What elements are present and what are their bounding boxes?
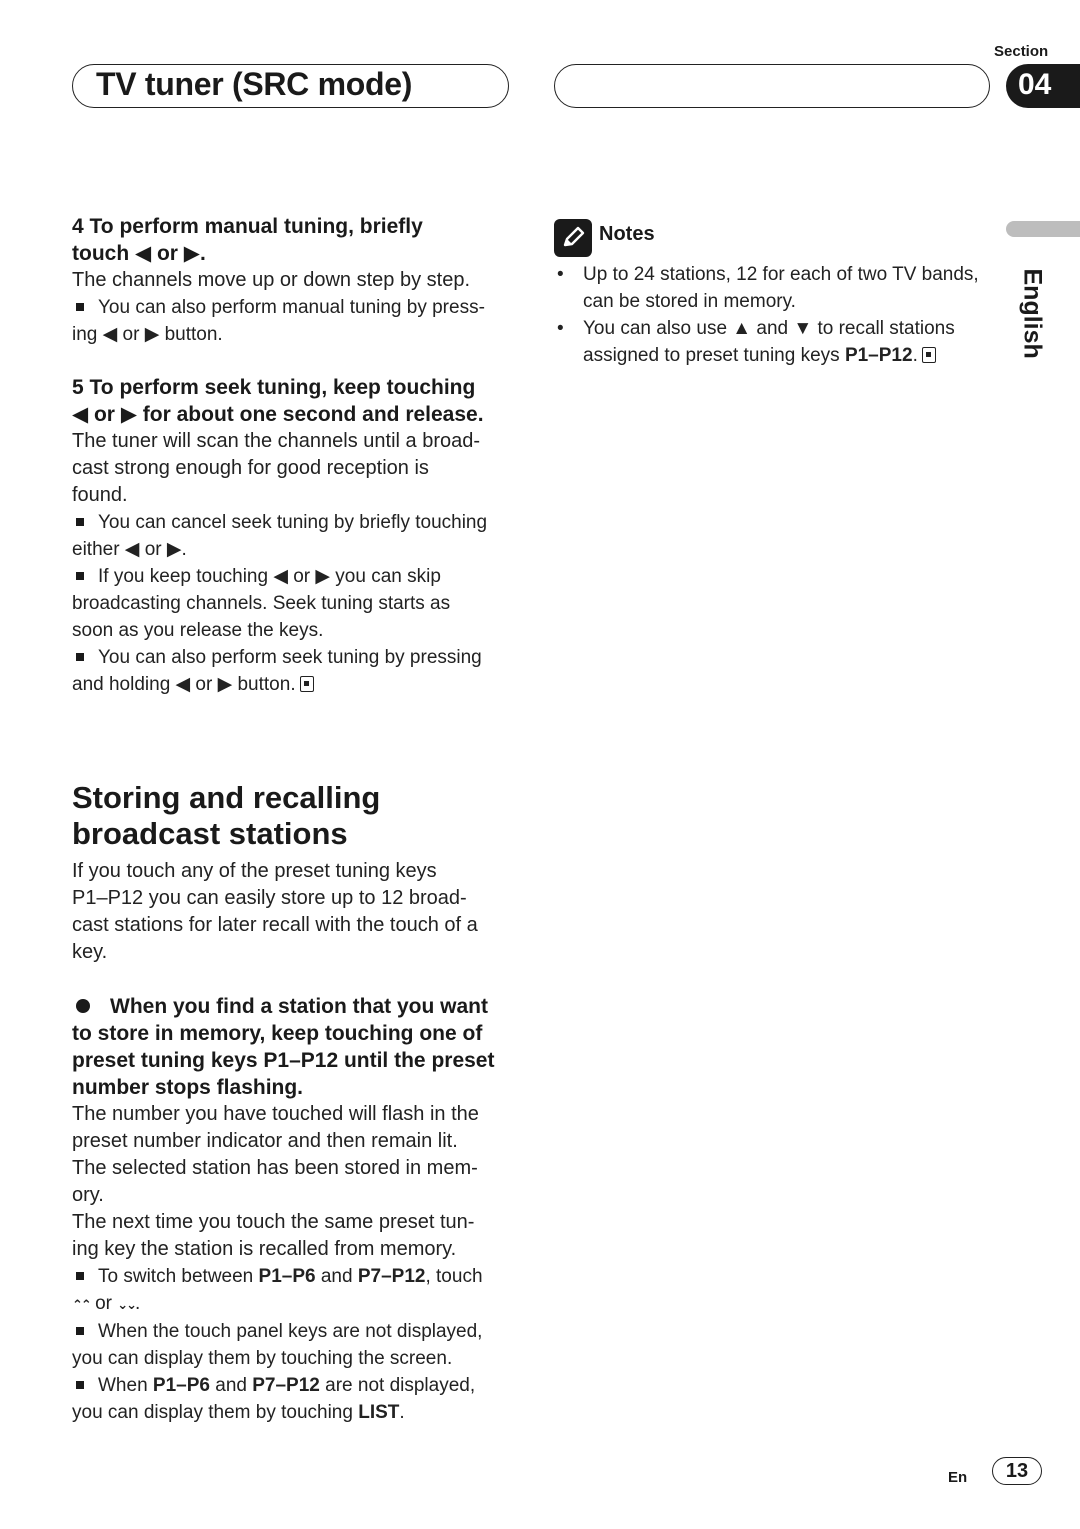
store-bullet1-pre: To switch between bbox=[98, 1266, 259, 1287]
store-step-line2: to store in memory, keep touching one of bbox=[72, 1022, 483, 1045]
bullet-square-icon bbox=[76, 518, 84, 526]
step-5-bullet3-line1: You can also perform seek tuning by pressing bbox=[98, 647, 482, 668]
step-5-body-line3: found. bbox=[72, 484, 128, 506]
store-bullet3-line2-pre: you can display them by touching bbox=[72, 1402, 359, 1423]
notes-title: Notes bbox=[599, 223, 655, 245]
double-down-icon: ⌄⌄ bbox=[117, 1297, 136, 1312]
header-right-frame bbox=[554, 64, 990, 108]
store-bullet1-mid: and bbox=[315, 1266, 358, 1287]
note-2-line2-end: . bbox=[912, 345, 918, 366]
store-step-line1-text: When you find a station that you want bbox=[110, 995, 488, 1018]
step-4-heading-line1: 4 To perform manual tuning, briefly bbox=[72, 215, 423, 238]
step-5-bullet1-line1: You can cancel seek tuning by briefly touching bbox=[98, 512, 488, 533]
intro-line4: key. bbox=[72, 941, 108, 963]
store-body-line1: The number you have touched will flash in the bbox=[72, 1103, 479, 1125]
note-item-1 bbox=[557, 261, 1003, 315]
store-bullet3-pre: When bbox=[98, 1375, 153, 1396]
store-step-line1 bbox=[72, 993, 512, 1020]
step-5-bullet3-line2-text: and holding ◀ or ▶ button. bbox=[72, 674, 296, 695]
store-body-line5: The next time you touch the same preset tun- bbox=[72, 1211, 475, 1233]
step-5-bullet1 bbox=[72, 509, 512, 536]
store-step-line3: preset tuning keys P1–P12 until the preset bbox=[72, 1049, 495, 1072]
store-bullet3-mid: and bbox=[209, 1375, 253, 1396]
step-5-bullet1-line2: either ◀ or ▶. bbox=[72, 539, 187, 560]
store-bullet3-key2: P7–P12 bbox=[252, 1375, 320, 1396]
step-4-heading-line2: touch ◀ or ▶. bbox=[72, 242, 206, 265]
intro-line3: cast stations for later recall with the touch of a bbox=[72, 914, 478, 936]
language-tab-bar bbox=[1006, 221, 1080, 237]
step-5-bullet2-line1: If you keep touching ◀ or ▶ you can skip bbox=[98, 566, 441, 587]
double-up-icon: ⌃⌃ bbox=[72, 1297, 90, 1312]
step-5-bullet2-line3: soon as you release the keys. bbox=[72, 620, 324, 641]
note-1-line1: Up to 24 stations, 12 for each of two TV bands, bbox=[583, 264, 979, 285]
store-bullet3-line2-end: . bbox=[399, 1402, 405, 1423]
pencil-icon bbox=[554, 219, 592, 257]
step-5-heading-line2: ◀ or ▶ for about one second and release. bbox=[72, 403, 484, 426]
footer-language: En bbox=[948, 1469, 968, 1486]
intro-line2 bbox=[72, 885, 512, 912]
store-bullet2-line2: you can display them by touching the screen. bbox=[72, 1348, 453, 1369]
intro-line1: If you touch any of the preset tuning keys bbox=[72, 860, 437, 882]
step-4-bullet-line1: You can also perform manual tuning by press- bbox=[98, 297, 485, 318]
step-5-bullet2 bbox=[72, 563, 512, 590]
bullet-square-icon bbox=[76, 303, 84, 311]
step-5-bullet2-line2: broadcasting channels. Seek tuning starts as bbox=[72, 593, 451, 614]
store-bullet3-key1: P1–P6 bbox=[152, 1375, 210, 1396]
language-tab-label: English bbox=[1018, 268, 1047, 359]
note-2-line2-pre: assigned to preset tuning keys bbox=[583, 345, 845, 366]
page-title: TV tuner (SRC mode) bbox=[96, 66, 413, 102]
bullet-dot-icon: • bbox=[557, 318, 564, 339]
note-2-line1: You can also use ▲ and ▼ to recall stations bbox=[583, 318, 955, 339]
bullet-square-icon bbox=[76, 1272, 84, 1280]
section-heading-line1: Storing and recalling bbox=[72, 780, 381, 815]
step-5-bullet3-line2 bbox=[72, 671, 512, 698]
store-bullet1 bbox=[72, 1263, 512, 1290]
list-key-label: LIST bbox=[358, 1402, 400, 1423]
note-2-keys: P1–P12 bbox=[844, 345, 913, 366]
store-bullet2 bbox=[72, 1318, 512, 1345]
intro-keys: P1–P12 bbox=[72, 887, 144, 909]
step-5-bullet3 bbox=[72, 644, 512, 671]
step-4-bullet bbox=[72, 294, 512, 321]
store-bullet1-key2: P7–P12 bbox=[357, 1266, 426, 1287]
step-5-body-line1: The tuner will scan the channels until a broad- bbox=[72, 430, 481, 452]
store-bullet1-end: . bbox=[135, 1293, 141, 1314]
store-body-line4: ory. bbox=[72, 1184, 104, 1206]
section-heading-line2: broadcast stations bbox=[72, 816, 348, 851]
step-5-body-line2: cast strong enough for good reception is bbox=[72, 457, 429, 479]
store-bullet2-line1: When the touch panel keys are not displayed, bbox=[98, 1321, 483, 1342]
step-5-heading-line1: 5 To perform seek tuning, keep touching bbox=[72, 376, 476, 399]
note-2-line2 bbox=[583, 342, 1003, 369]
store-body-line6: ing key the station is recalled from memory. bbox=[72, 1238, 457, 1260]
end-mark-icon bbox=[300, 676, 314, 692]
store-body-line2: preset number indicator and then remain lit. bbox=[72, 1130, 458, 1152]
left-column bbox=[72, 213, 512, 1426]
note-item-2 bbox=[557, 315, 1003, 369]
store-bullet3-post: are not displayed, bbox=[319, 1375, 476, 1396]
note-1-line2: can be stored in memory. bbox=[583, 291, 796, 312]
store-bullet3-line2 bbox=[72, 1399, 512, 1426]
section-number: 04 bbox=[1018, 68, 1052, 101]
store-bullet1-line2 bbox=[72, 1290, 512, 1318]
bullet-square-icon bbox=[76, 1327, 84, 1335]
store-body-line3: The selected station has been stored in mem- bbox=[72, 1157, 478, 1179]
bullet-dot-icon: • bbox=[557, 264, 564, 285]
store-bullet1-key1: P1–P6 bbox=[258, 1266, 316, 1287]
store-bullet1-or: or bbox=[89, 1293, 118, 1314]
bullet-dot-icon bbox=[76, 999, 90, 1013]
section-label: Section bbox=[994, 43, 1049, 60]
step-4-body: The channels move up or down step by step. bbox=[72, 269, 471, 291]
store-bullet3 bbox=[72, 1372, 512, 1399]
bullet-square-icon bbox=[76, 572, 84, 580]
end-mark-icon bbox=[922, 347, 936, 363]
store-bullet1-post: , touch bbox=[425, 1266, 483, 1287]
page-number: 13 bbox=[992, 1457, 1042, 1485]
bullet-square-icon bbox=[76, 1381, 84, 1389]
step-4-bullet-line2: ing ◀ or ▶ button. bbox=[72, 324, 223, 345]
intro-line2-rest: you can easily store up to 12 broad- bbox=[143, 887, 467, 909]
bullet-square-icon bbox=[76, 653, 84, 661]
store-step-line4: number stops flashing. bbox=[72, 1076, 304, 1099]
